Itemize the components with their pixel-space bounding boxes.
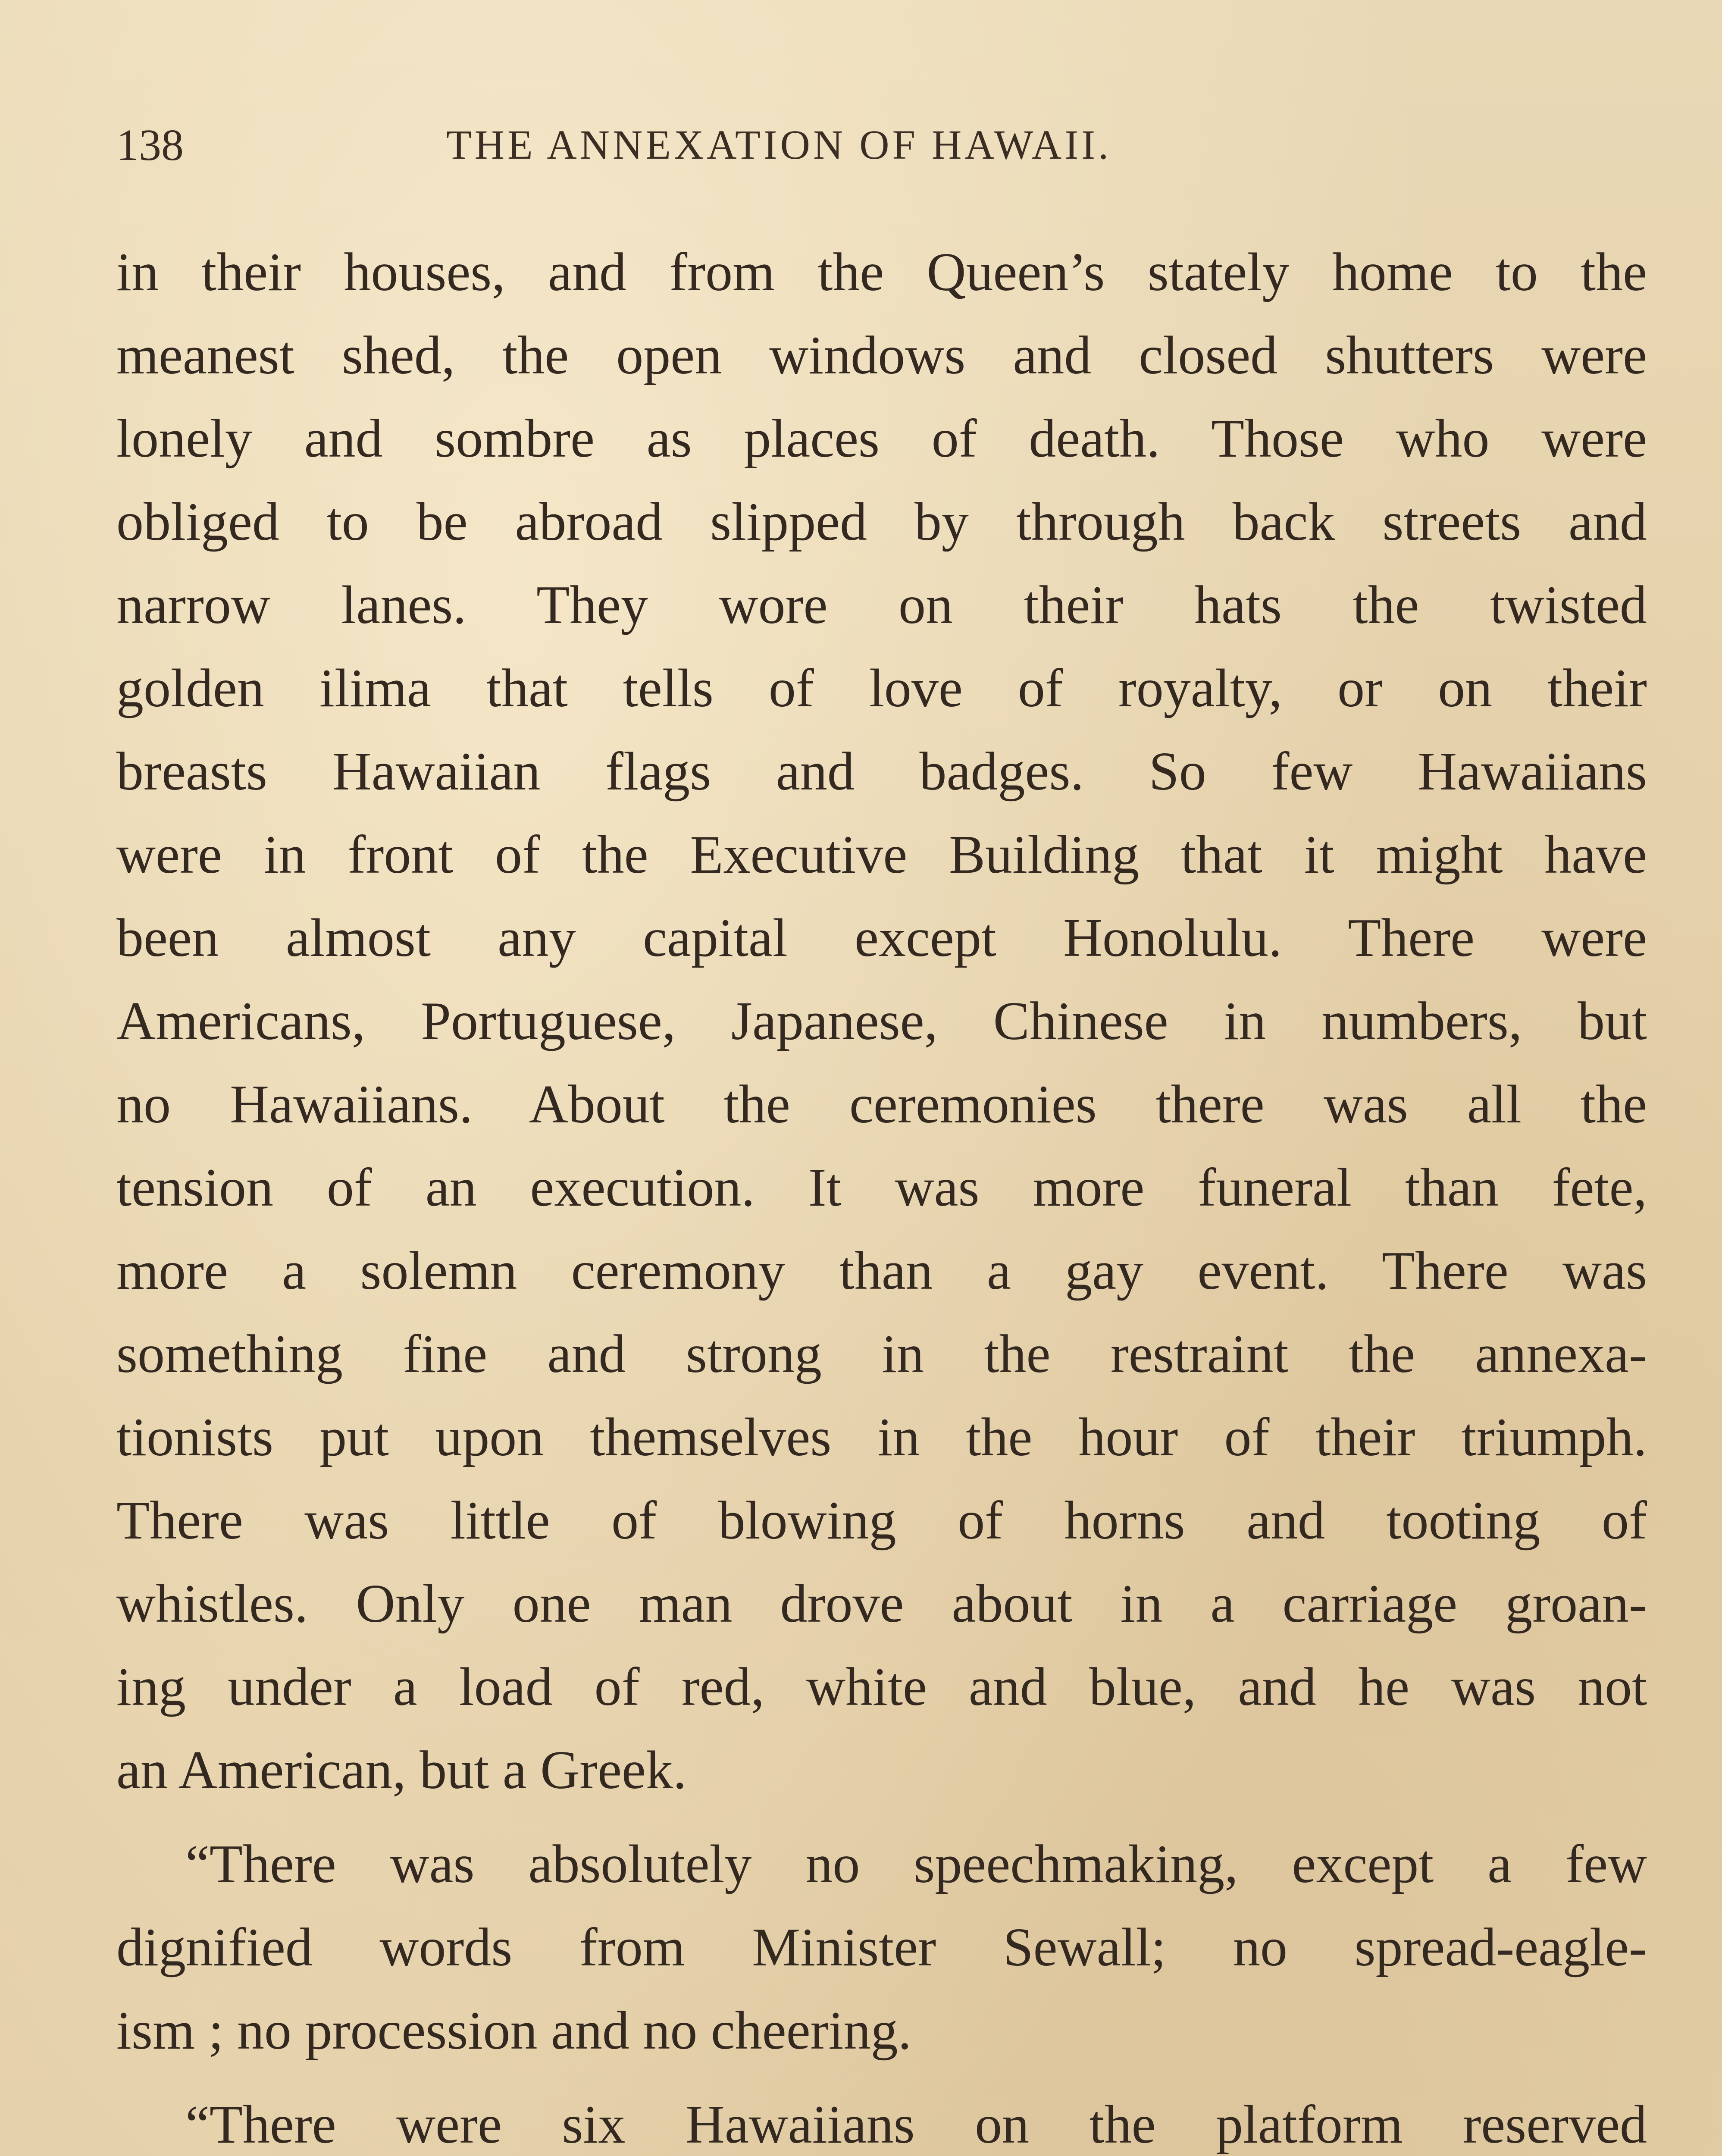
text-line: no Hawaiians. About the ceremonies there was all the xyxy=(116,1075,1647,1134)
text-line: golden ilima that tells of love of royalty, or on their xyxy=(116,658,1647,718)
text-line: tension of an execution. It was more funeral than fete, xyxy=(116,1158,1647,1218)
text-line: narrow lanes. They wore on their hats the twisted xyxy=(116,575,1647,635)
text-line: whistles. Only one man drove about in a carriage groan- xyxy=(116,1574,1647,1634)
text-line: an American, but a Greek. xyxy=(116,1740,687,1800)
text-line: dignified words from Minister Sewall; no spread-eagle- xyxy=(116,1918,1647,1977)
text-line: meanest shed, the open windows and closed shutters were xyxy=(116,326,1647,385)
text-line: tionists put upon themselves in the hour of their triumph. xyxy=(116,1407,1647,1467)
text-line: lonely and sombre as places of death. Those who were xyxy=(116,409,1647,469)
text-line: something fine and strong in the restraint the annexa- xyxy=(116,1324,1647,1384)
text-line: ing under a load of red, white and blue, and he was not xyxy=(116,1657,1647,1717)
paragraph-start-line: “There was absolutely no speechmaking, except a few xyxy=(185,1834,1647,1894)
text-line: more a solemn ceremony than a gay event. There was xyxy=(116,1241,1647,1301)
text-line: in their houses, and from the Queen’s stately home to the xyxy=(116,242,1647,302)
page-number: 138 xyxy=(116,120,184,170)
body-text xyxy=(116,231,1647,2156)
paragraph-start-line: “There were six Hawaiians on the platform reserved xyxy=(185,2095,1647,2155)
text-line: obliged to be abroad slipped by through back streets and xyxy=(116,492,1647,552)
text-line: ism ; no procession and no cheering. xyxy=(116,2001,912,2061)
text-line: Americans, Portuguese, Japanese, Chinese in numbers, but xyxy=(116,991,1647,1051)
text-line: breasts Hawaiian flags and badges. So few Hawaiians xyxy=(116,742,1647,802)
text-line: were in front of the Executive Building that it might have xyxy=(116,825,1647,885)
text-line: There was little of blowing of horns and tooting of xyxy=(116,1491,1647,1551)
running-head: THE ANNEXATION OF HAWAII. xyxy=(446,122,1112,168)
text-line: been almost any capital except Honolulu. There were xyxy=(116,908,1647,968)
